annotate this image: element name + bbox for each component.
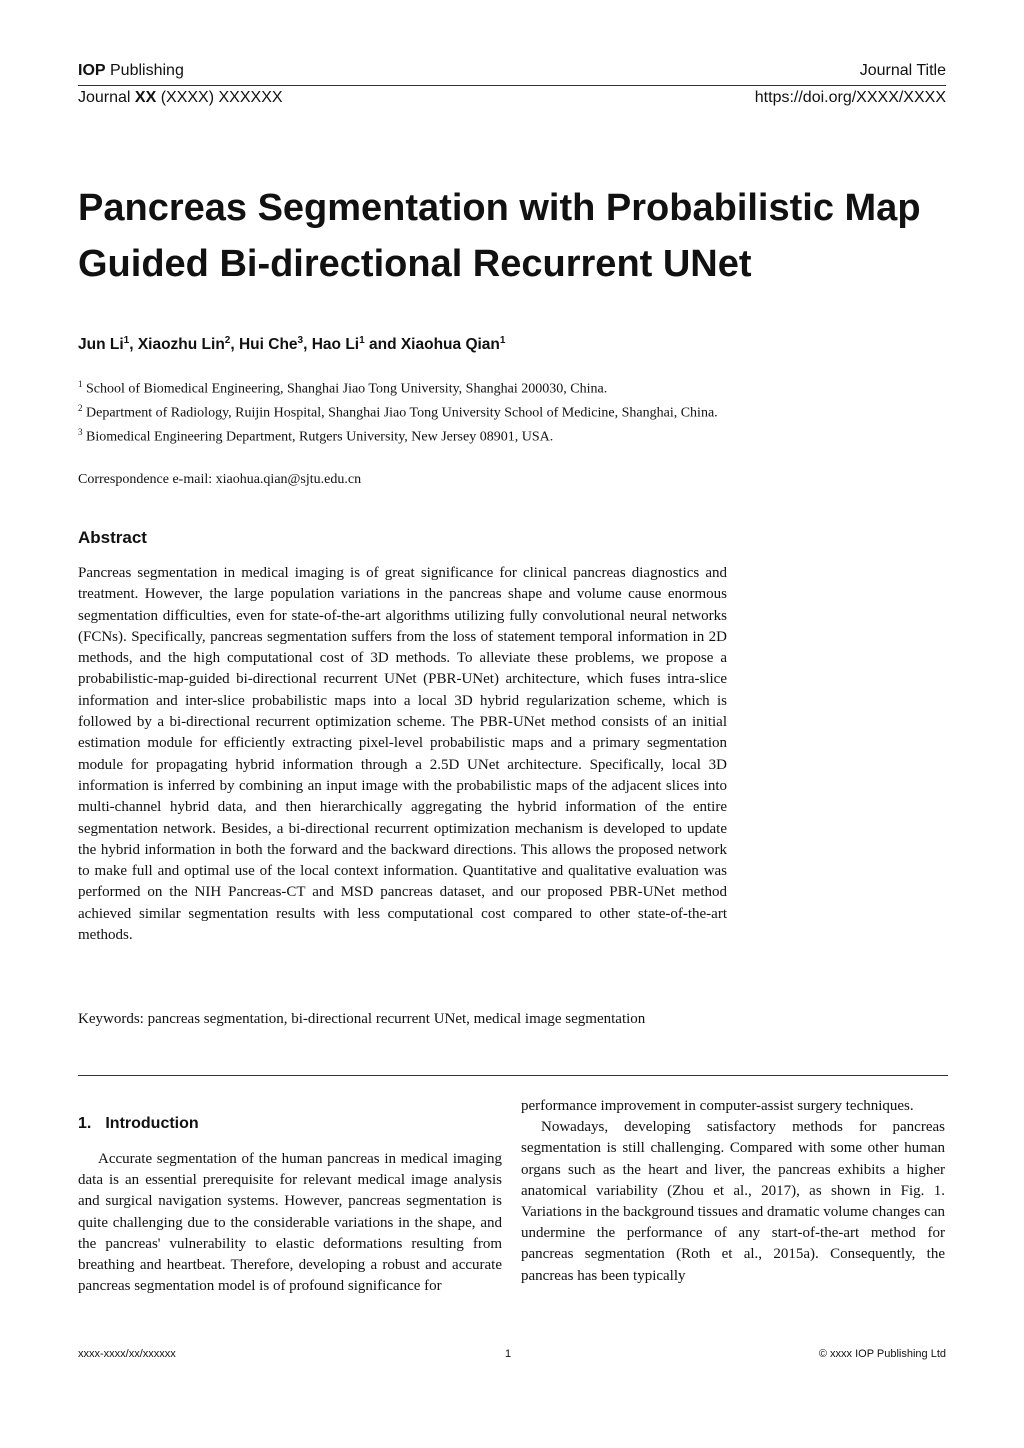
title-line-2: Guided Bi-directional Recurrent UNet [78,243,752,285]
affiliation [78,423,738,447]
author [401,336,506,353]
journal-title: Journal Title [859,62,946,79]
affiliation-mark: 2 [78,403,83,414]
author [138,336,239,353]
footer-issn: xxxx-xxxx/xx/xxxxxx [78,1348,176,1360]
section-divider [78,1075,948,1076]
author-name: Xiaozhu Lin [137,336,225,354]
affiliation-list [78,375,738,447]
journal-citation [78,89,283,107]
author-name: Hao Li [311,336,360,354]
affiliation-text: Biomedical Engineering Department, Rutgers University, New Jersey 08901, USA. [82,429,554,445]
author [239,336,312,353]
author-affil-mark: 1 [123,335,130,346]
author [312,336,401,353]
author-affil-mark: 1 [359,335,365,346]
author-affil-mark: 1 [499,335,506,346]
author [78,336,138,353]
section-number: 1. [78,1115,92,1132]
journal-suffix: (XXXX) XXXXXX [156,89,283,106]
introduction-heading [78,1115,199,1133]
author-affil-mark: 2 [224,335,231,346]
author-name: Jun Li [78,336,124,354]
affiliation-mark: 3 [78,427,83,438]
author-separator: and [364,336,401,354]
intro-paragraph: Nowadays, developing satisfactory methods for pancreas segmentation is still challenging. Compared with some other human organs such as the heart and liver, the pancreas exhibits a higher anatomical variability (Zhou et al., 2017), as shown in Fig. 1. Variations in the background tissues and dramatic volume changes can undermine the performance of any start-of-the-art method for pancreas segmentation (Roth et al., 2015a). Consequently, the pancreas has been typically [521,1119,945,1284]
paper-title [78,180,938,292]
keywords: Keywords: pancreas segmentation, bi-directional recurrent UNet, medical image segmentation [78,1011,646,1027]
correspondence-email: Correspondence e-mail: xiaohua.qian@sjtu.edu.cn [78,472,362,487]
author-list [78,335,505,354]
right-column [521,1096,945,1287]
left-column [78,1149,502,1297]
title-line-1: Pancreas Segmentation with Probabilistic Map [78,187,921,229]
journal-volume: XX [134,89,157,106]
author-name: Xiaohua Qian [400,336,500,354]
page-number: 1 [505,1348,512,1360]
affiliation-text: School of Biomedical Engineering, Shanghai Jiao Tong University, Shanghai 200030, China. [82,381,608,397]
abstract-heading: Abstract [78,528,147,547]
intro-paragraph-continued: performance improvement in computer-assist surgery techniques. [521,1098,914,1114]
author-separator: , [230,336,239,354]
affiliation [78,399,738,423]
publisher-rest: Publishing [105,62,184,79]
author-separator: , [303,336,312,354]
author-affil-mark: 3 [297,335,304,346]
intro-paragraph: Accurate segmentation of the human pancreas in medical imaging data is an essential prerequisite for relevant medical image analysis and surgical navigation systems. However, pancreas segmentation is quite challenging due to the considerable variations in the shape, and the pancreas' vulnerability to elastic deformations resulting from breathing and heartbeat. Therefore, developing a robust and accurate pancreas segmentation model is of profound significance for [78,1151,502,1295]
doi-link[interactable]: https://doi.org/XXXX/XXXX [754,89,946,106]
publisher-bold: IOP [78,62,106,79]
section-title: Introduction [105,1115,199,1132]
affiliation [78,375,738,399]
publisher [78,62,184,80]
author-separator: , [129,336,138,354]
footer-copyright: © xxxx IOP Publishing Ltd [818,1348,946,1360]
affiliation-text: Department of Radiology, Ruijin Hospital, Shanghai Jiao Tong University School of Medicine, Shanghai, China. [82,405,718,421]
affiliation-mark: 1 [78,379,83,389]
header-divider [78,85,946,86]
author-name: Hui Che [238,336,298,354]
abstract-text: Pancreas segmentation in medical imaging is of great significance for clinical pancreas diagnostics and treatment. However, the large population variations in the pancreas shape and volume cause enormous segmentation difficulties, even for state-of-the-art algorithms utilizing fully convolutional neural networks (FCNs). Specifically, pancreas segmentation suffers from the loss of statement temporal information in 2D methods, and the high computational cost of 3D methods. To alleviate these problems, we propose a probabilistic-map-guided bi-directional recurrent UNet (PBR-UNet) architecture, which fuses intra-slice information and inter-slice probabilistic maps into a local 3D hybrid regularization scheme, which is followed by a bi-directional recurrent optimization scheme. The PBR-UNet method consists of an initial estimation module for efficiently extracting pixel-level probabilistic maps and a primary segmentation module for propagating hybrid information through a 2.5D UNet architecture. Specifically, local 3D information is inferred by combining an input image with the probabilistic maps of the adjacent slices into multi-channel hybrid data, and then hierarchically aggregating the hybrid information of the entire segmentation network. Besides, a bi-directional recurrent optimization mechanism is developed to update the hybrid information in both the forward and the backward directions. This allows the proposed network to make full and optimal use of the local context information. Quantitative and qualitative evaluation was performed on the NIH Pancreas-CT and MSD pancreas dataset, and our proposed PBR-UNet method achieved similar segmentation results with less computational cost compared to other state-of-the-art methods. [78,565,727,944]
journal-prefix: Journal [78,89,135,106]
